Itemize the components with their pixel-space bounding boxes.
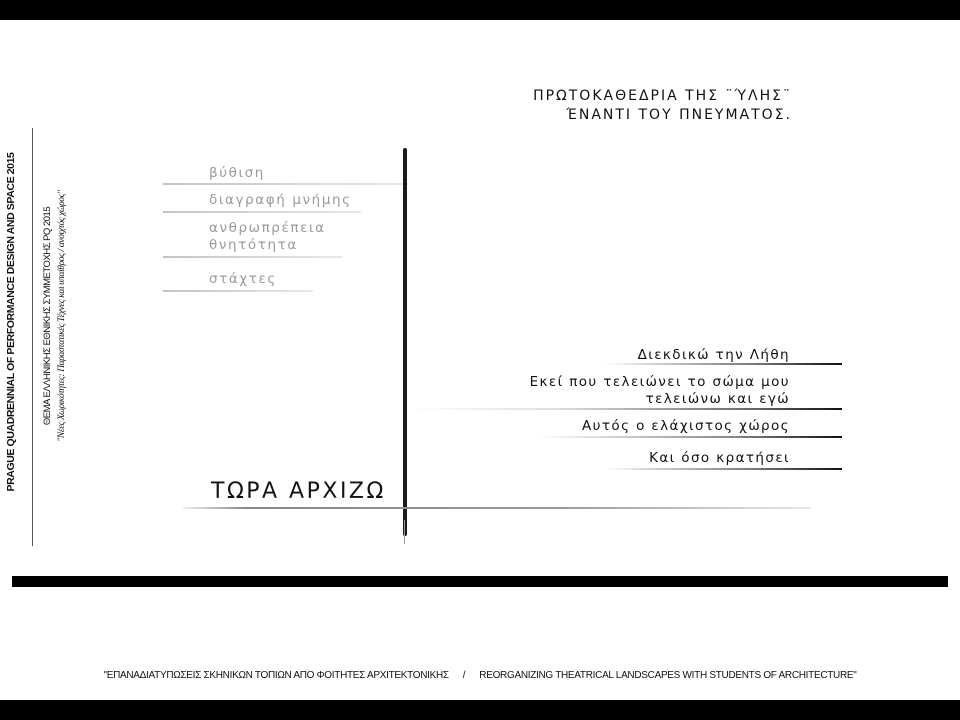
- right-rule-4: [408, 468, 842, 470]
- horizontal-divider-bar: [12, 576, 948, 587]
- bottom-black-band: [0, 700, 960, 720]
- right-rule-2: [408, 408, 842, 410]
- side-subtitle-greek: ΘΕΜΑ ΕΛΛΗΝΙΚΗΣ ΕΘΝΙΚΗΣ ΣΥΜΜΕΤΟΧΗΣ PQ 2015: [42, 206, 53, 426]
- right-item-2a: Εκεί που τελειώνει το σώμα μου: [529, 374, 790, 390]
- footer-caption: [0, 670, 960, 681]
- right-item-1: Διεκδικώ την Λήθη: [637, 347, 790, 363]
- faint-item-3a: ανθρωπρέπεια: [209, 220, 326, 236]
- faint-rule-3: [163, 256, 343, 258]
- right-item-4: Και όσο κρατήσει: [649, 450, 790, 466]
- footer-english: REORGANIZING THEATRICAL LANDSCAPES WITH STUDENTS OF ARCHITECTURE": [479, 670, 857, 681]
- right-rule-1: [408, 363, 842, 365]
- side-subtitle-quote: "Νέες Χωρικότητες: Παραστατικές Τέχνες και υπαίθρος / ανοιχτός χώρος": [57, 190, 67, 442]
- right-item-2b: τελειώνω και εγώ: [645, 391, 790, 407]
- main-title: ΤΩΡΑ ΑΡΧΙΖΩ: [211, 479, 386, 504]
- faint-item-4: στάχτες: [209, 271, 277, 287]
- faint-rule-1: [163, 183, 408, 185]
- main-title-rule: [183, 507, 811, 509]
- faint-rule-4: [163, 290, 313, 292]
- heading-line-2: ΈΝΑΝΤΙ ΤΟΥ ΠΝΕΥΜΑΤΟΣ.: [566, 107, 792, 123]
- faint-item-2: διαγραφή μνήμης: [209, 192, 352, 208]
- spine-tail: [404, 520, 405, 544]
- side-rule: [32, 128, 33, 546]
- faint-item-1: βύθιση: [209, 165, 265, 181]
- right-item-3: Αυτός ο ελάχιστος χώρος: [582, 418, 790, 434]
- footer-greek: "ΕΠΑΝΑΔΙΑΤΥΠΩΣΕΙΣ ΣΚΗΝΙΚΩΝ ΤΟΠΙΩΝ ΑΠΟ ΦΟΙΤΗΤΕΣ ΑΡΧΙΤΕΚΤΟΝΙΚΗΣ: [103, 670, 449, 681]
- faint-item-3b: θνητότητα: [209, 237, 298, 253]
- top-black-band: [0, 0, 960, 20]
- faint-rule-2: [163, 211, 361, 213]
- right-rule-3: [408, 436, 842, 438]
- heading-line-1: ΠΡΩΤΟΚΑΘΕΔΡΙΑ ΤΗΣ ¨ΎΛΗΣ¨: [533, 88, 792, 104]
- side-title-vertical: PRAGUE QUADRENNIAL OF PERFORMANCE DESIGN AND SPACE 2015: [5, 152, 17, 492]
- footer-separator: /: [462, 670, 466, 681]
- vertical-spine: [403, 148, 407, 536]
